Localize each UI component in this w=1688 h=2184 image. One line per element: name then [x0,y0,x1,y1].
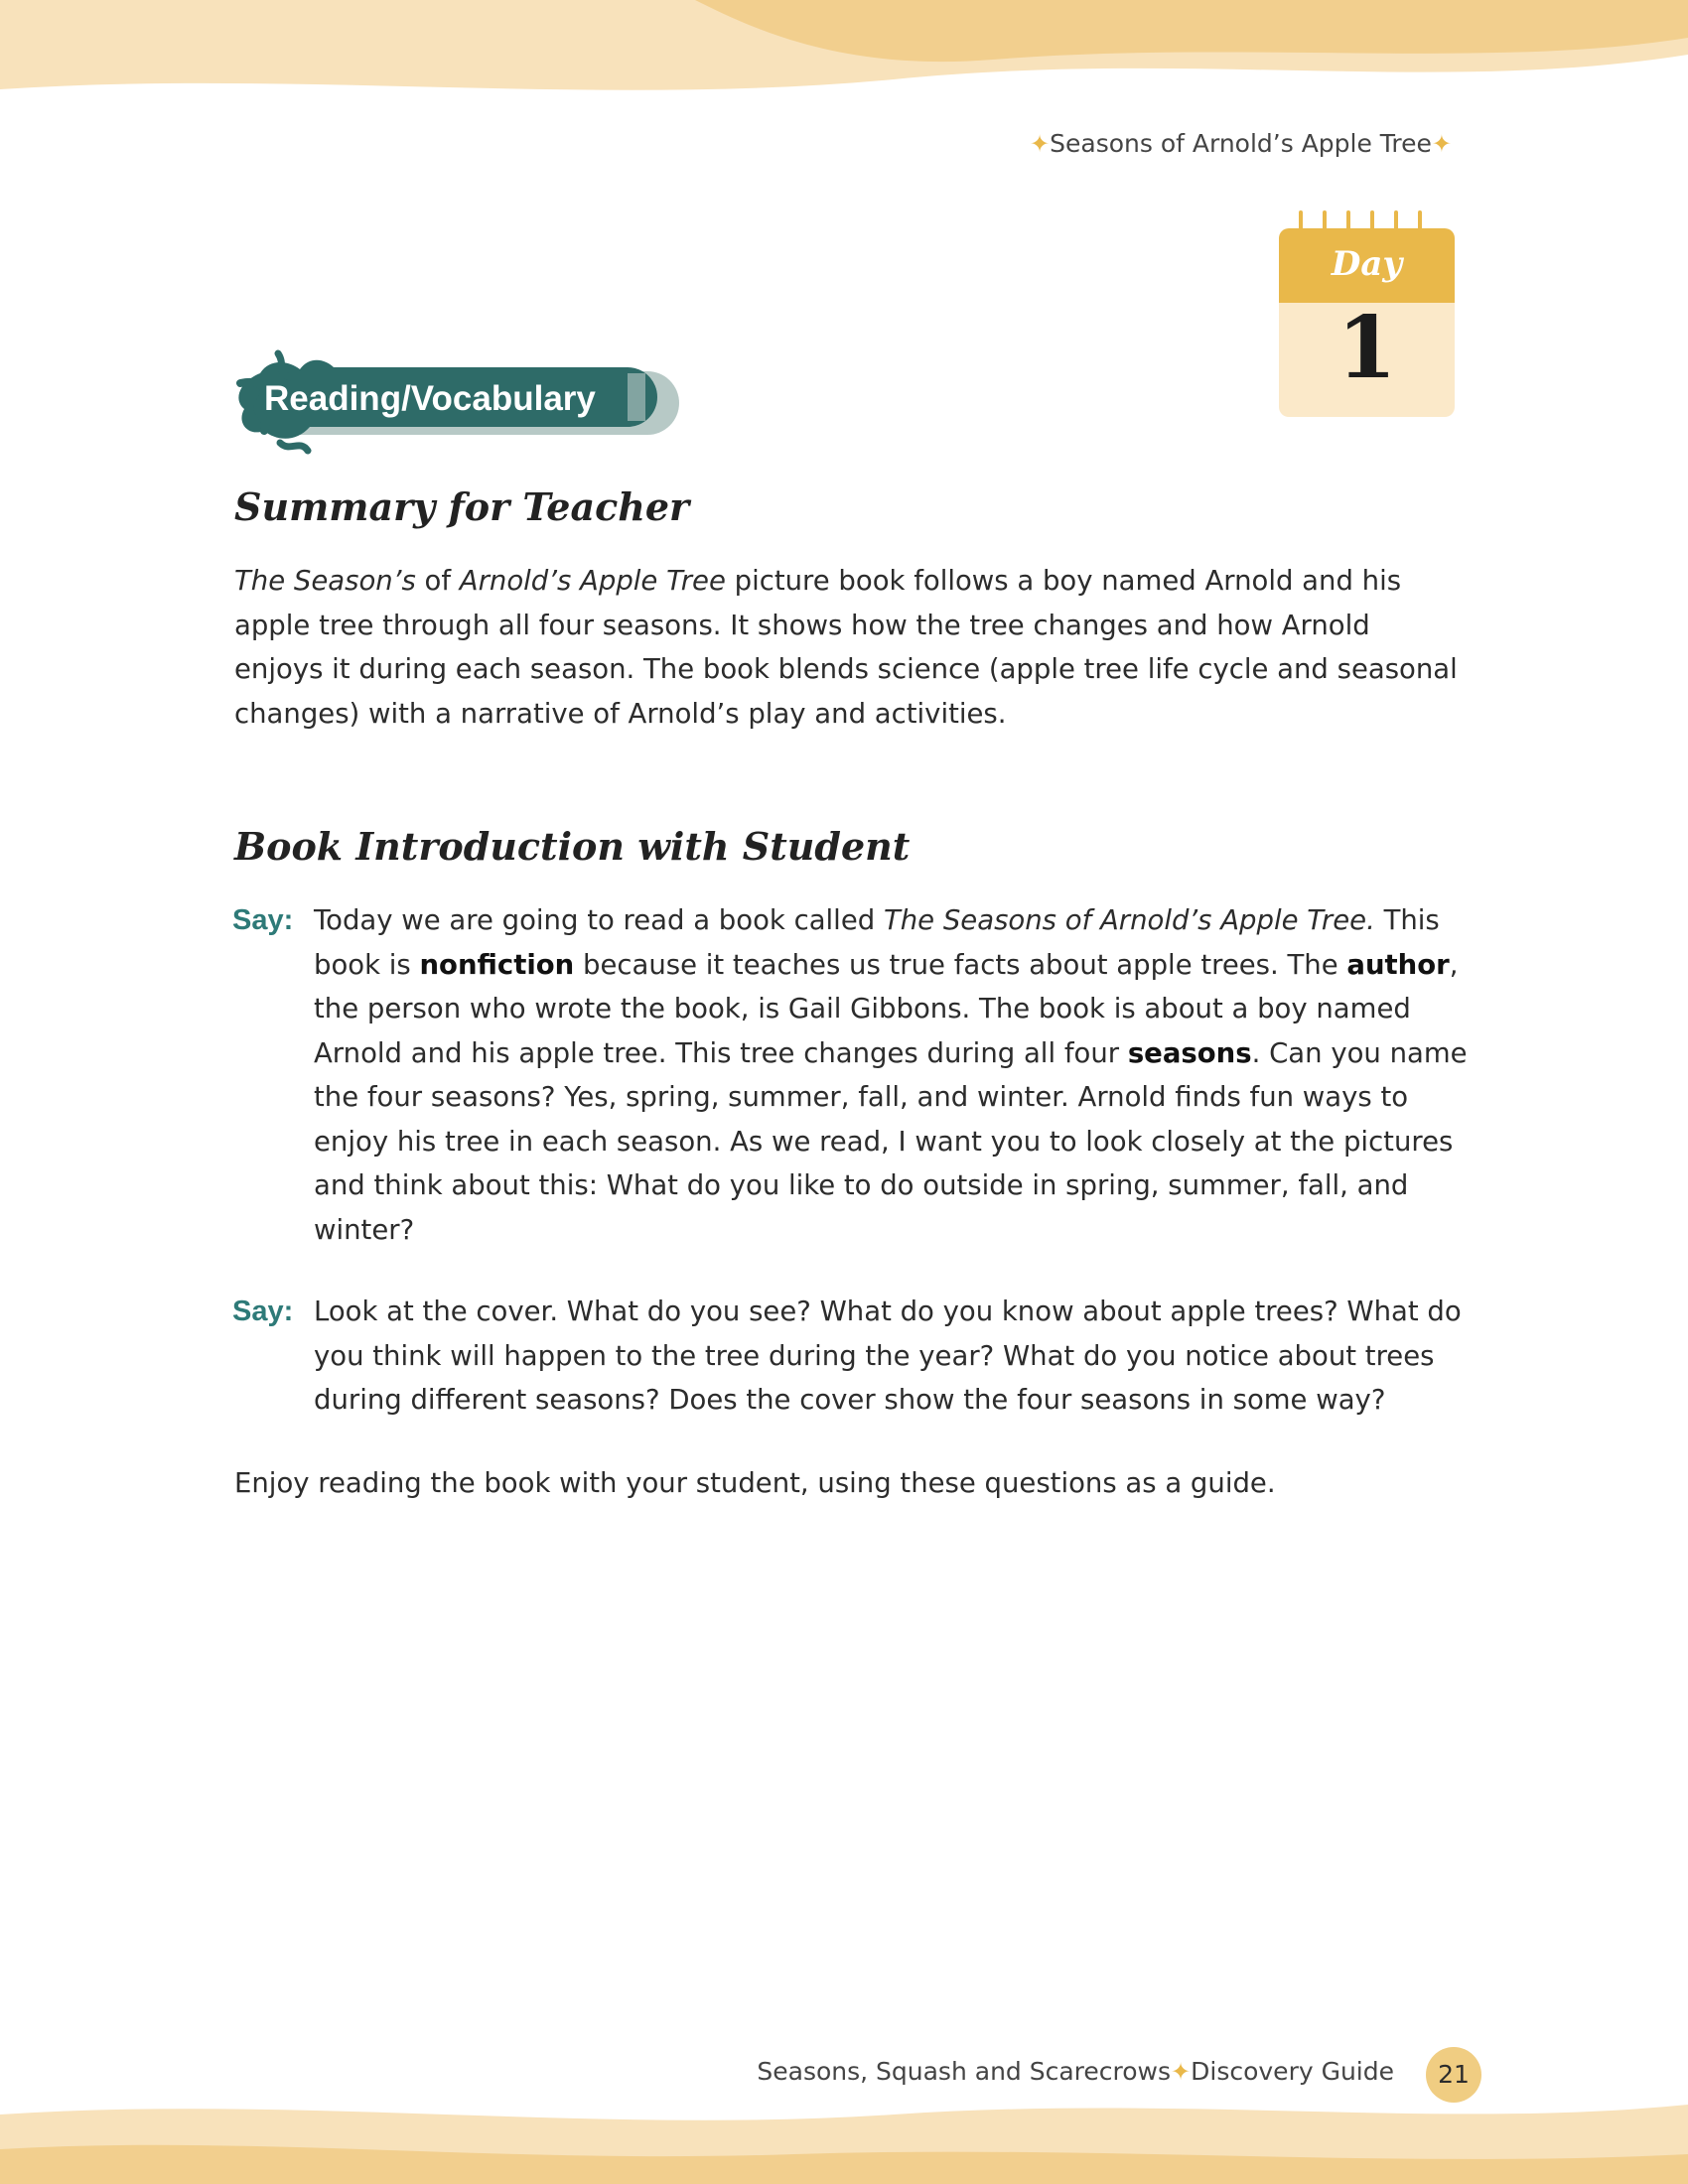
section-tag-label: Reading/Vocabulary [264,379,596,418]
running-title: Seasons of Arnold’s Apple Tree [1050,129,1432,158]
running-header [1030,129,1452,158]
sparkle-icon: ✦ [1171,2058,1192,2086]
say-label: Say: [232,1296,294,1327]
vocab-term: seasons [1127,1036,1252,1069]
top-wave-decoration [0,0,1688,109]
closing-paragraph: Enjoy reading the book with your student, using these questions as a guide. [234,1467,1276,1499]
summary-paragraph: The Season’s of Arnold’s Apple Tree picture book follows a boy named Arnold and his apple tree through all four seasons. It shows how the tree changes and how Arnold enjoys it during each season. The book blends science (apple tree life cycle and seasonal changes) with a narrative of Arnold’s play and activities. [234,565,1458,730]
page-number: 21 [1426,2047,1481,2103]
say-text: Look at the cover. What do you see? What do you know about apple trees? What do you think will happen to the tree during the year? What do you notice about trees during different seasons? Does the cover show the four seasons in some way? [314,1296,1462,1416]
vocab-term: author [1346,948,1450,981]
book-title: The Season’s [234,565,416,597]
vocab-term: nonfiction [419,948,575,981]
footer-guide-title: Seasons, Squash and Scarecrows✦Discovery Guide [757,2057,1394,2086]
day-number: 1 [1336,298,1397,398]
day-badge [1279,210,1455,404]
sparkle-icon: ✦ [1030,130,1051,158]
bottom-wave-decoration [0,2075,1688,2184]
intro-heading: Book Introduction with Student [234,824,911,869]
say-text: Today we are going to read a book called The Seasons of Arnold’s Apple Tree. This book is nonfiction because it teaches us true facts about apple trees. The author, the person who wrote the book, is Gail Gibbons. The book is about a boy named Arnold and his apple tree. This tree changes during all four seasons. Can you name the four seasons? Yes, spring, summer, fall, and winter. Arnold finds fun ways to enjoy his tree in each season. As we read, I want you to look closely at the pictures and think about this: What do you like to do outside in spring, summer, fall, and winter? [314,904,1468,1246]
sparkle-icon: ✦ [1431,130,1452,158]
day-label: Day [1331,244,1403,284]
say-label: Say: [232,904,294,936]
book-title: Arnold’s Apple Tree [459,565,726,597]
summary-heading: Summary for Teacher [234,484,690,529]
